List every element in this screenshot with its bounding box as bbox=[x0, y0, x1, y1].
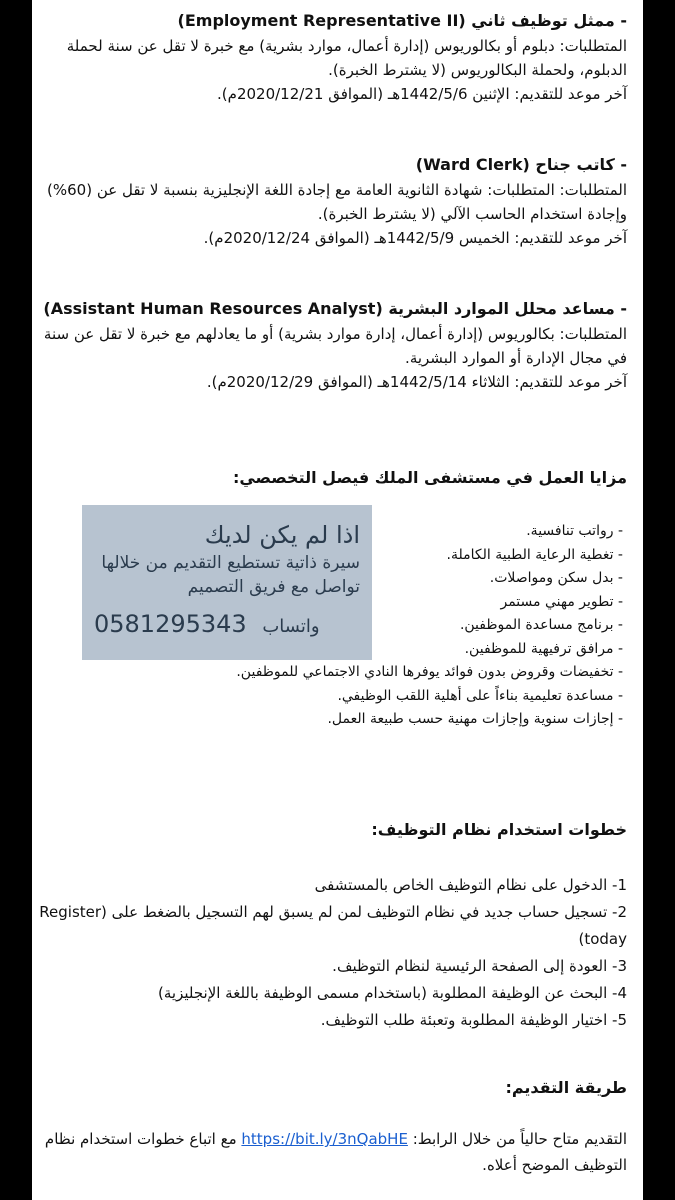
apply-text: مع اتباع خطوات استخدام نظام التوظيف الموضح أعلاه. bbox=[44, 1130, 627, 1174]
job-deadline: آخر موعد للتقديم: الإثنين 1442/5/6هـ (الموافق 2020/12/21م). bbox=[217, 85, 627, 103]
list-item: - إجازات سنوية وإجازات مهنية حسب طبيعة العمل. bbox=[327, 711, 623, 727]
ad-line: تواصل مع فريق التصميم bbox=[187, 577, 360, 597]
list-item: - رواتب تنافسية. bbox=[526, 523, 623, 539]
apply-link[interactable]: https://bit.ly/3nQabHE bbox=[241, 1130, 408, 1148]
list-item: - تطوير مهني مستمر bbox=[500, 593, 623, 610]
job-posting-assistant-hr-analyst bbox=[42, 296, 627, 394]
list-item: - بدل سكن ومواصلات. bbox=[489, 570, 623, 586]
apply-heading: طريقة التقديم: bbox=[505, 1078, 627, 1097]
list-item: - برنامج مساعدة الموظفين. bbox=[459, 617, 623, 633]
job-title: - كاتب جناح (Ward Clerk) bbox=[415, 155, 627, 174]
list-item: 5- اختيار الوظيفة المطلوبة وتعبئة طلب التوظيف. bbox=[320, 1011, 627, 1029]
list-item: - مساعدة تعليمية بناءاً على أهلية اللقب الوظيفي. bbox=[337, 687, 623, 704]
job-posting-employment-representative bbox=[42, 8, 627, 106]
job-requirements: المتطلبات: دبلوم أو بكالوريوس (إدارة أعمال، موارد بشرية) مع خبرة لا تقل عن سنة لحملة الدبلوم، ولحملة البكالوريوس (لا يشترط الخبرة). bbox=[66, 37, 627, 79]
ad-whatsapp-label: واتساب bbox=[262, 616, 320, 637]
apply-text: التقديم متاح حالياً من خلال الرابط: bbox=[412, 1130, 627, 1148]
list-item: 1- الدخول على نظام التوظيف الخاص بالمستشفى bbox=[314, 876, 627, 894]
document-page bbox=[32, 0, 643, 1200]
list-item: - مرافق ترفيهية للموظفين. bbox=[464, 640, 623, 657]
job-title: - مساعد محلل الموارد البشرية (Assistant Human Resources Analyst) bbox=[43, 299, 627, 318]
list-item: - تغطية الرعاية الطبية الكاملة. bbox=[446, 546, 623, 563]
job-posting-ward-clerk bbox=[42, 152, 627, 250]
ad-contact bbox=[94, 605, 360, 646]
job-deadline: آخر موعد للتقديم: الخميس 1442/5/9هـ (الموافق 2020/12/24م). bbox=[203, 229, 627, 247]
ad-headline: اذا لم يكن لديك bbox=[204, 521, 360, 549]
job-deadline: آخر موعد للتقديم: الثلاثاء 1442/5/14هـ (الموافق 2020/12/29م). bbox=[206, 373, 627, 391]
ad-line: سيرة ذاتية تستطيع التقديم من خلالها bbox=[101, 553, 360, 573]
list-item: - تخفيضات وقروض بدون فوائد يوفرها النادي الاجتماعي للموظفين. bbox=[236, 664, 623, 680]
list-item: 2- تسجيل حساب جديد في نظام التوظيف لمن لم يسبق لهم التسجيل بالضغط على (Register today) bbox=[39, 903, 627, 948]
list-item: 4- البحث عن الوظيفة المطلوبة (باستخدام مسمى الوظيفة باللغة الإنجليزية) bbox=[158, 984, 627, 1002]
ad-phone-number: 0581295343 bbox=[94, 610, 247, 638]
cv-design-ad-overlay bbox=[82, 505, 372, 660]
steps-list bbox=[37, 872, 627, 1034]
list-item: 3- العودة إلى الصفحة الرئيسية لنظام التوظيف. bbox=[332, 957, 627, 975]
steps-heading: خطوات استخدام نظام التوظيف: bbox=[371, 820, 627, 839]
job-requirements: المتطلبات: بكالوريوس (إدارة أعمال، إدارة موارد بشرية) أو ما يعادلهم مع خبرة لا تقل عن سنة في مجال الإدارة أو الموارد البشرية. bbox=[43, 325, 627, 367]
job-title: - ممثل توظيف ثاني (Employment Representative II) bbox=[177, 11, 627, 30]
apply-instructions bbox=[37, 1126, 627, 1178]
job-requirements: المتطلبات: المتطلبات: شهادة الثانوية العامة مع إجادة اللغة الإنجليزية بنسبة لا تقل عن (60%) وإجادة استخدام الحاسب الآلي (لا يشترط الخبرة). bbox=[47, 181, 627, 223]
benefits-heading: مزايا العمل في مستشفى الملك فيصل التخصصي: bbox=[232, 468, 627, 487]
